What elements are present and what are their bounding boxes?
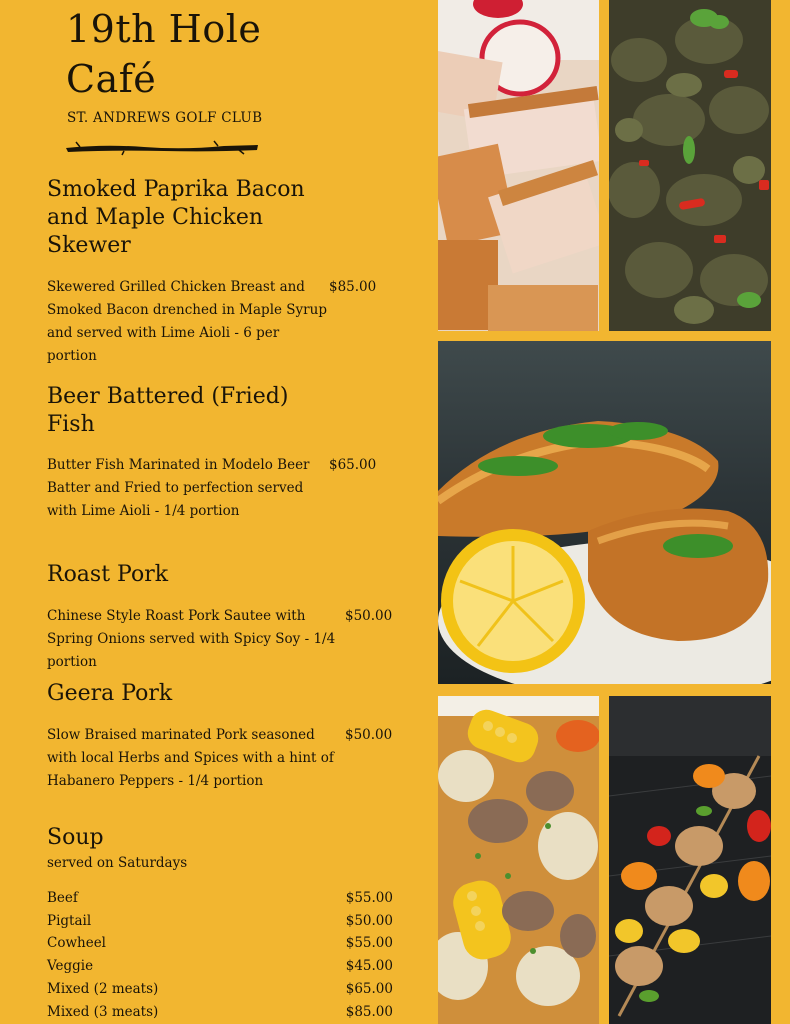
roast-pork-photo [438, 0, 599, 331]
dish-price-bacon-chicken-skewer: $85.00 [329, 279, 377, 295]
soup-item-name: Veggie [47, 958, 94, 974]
soup-item [47, 932, 393, 955]
dish-title-geera-pork: Geera Pork [47, 681, 173, 706]
soup-photo [438, 696, 599, 1024]
chicken-skewer-photo [609, 696, 771, 1024]
fried-fish-photo [438, 341, 771, 684]
dish-description-bacon-chicken-skewer: Skewered Grilled Chicken Breast and Smoked Bacon drenched in Maple Syrup and served with Lime Aioli - 6 per portion [47, 279, 327, 364]
dish-title-beer-battered-fish: Beer Battered (Fried) Fish [47, 384, 289, 438]
soup-item [47, 978, 393, 1001]
geera-pork-photo [609, 0, 771, 331]
soup-item [47, 1001, 393, 1024]
dish-price-geera-pork: $50.00 [345, 727, 393, 743]
soup-item [47, 955, 393, 978]
soup-note: served on Saturdays [47, 855, 188, 871]
dish-description-geera-pork: Slow Braised marinated Pork seasoned with local Herbs and Spices with a hint of Habanero Peppers - 1/4 portion [47, 727, 334, 789]
soup-item-name: Mixed (3 meats) [47, 1004, 159, 1020]
soup-item-name: Pigtail [47, 913, 92, 929]
brush-stroke-divider [64, 138, 260, 156]
soup-item-price: $55.00 [345, 935, 393, 951]
soup-item-price: $45.00 [345, 958, 393, 974]
soup-item-name: Beef [47, 890, 78, 906]
dish-price-beer-battered-fish: $65.00 [329, 457, 377, 473]
soup-item [47, 910, 393, 933]
soup-item-name: Cowheel [47, 935, 107, 951]
dish-title-bacon-chicken-skewer: Smoked Paprika Bacon and Maple Chicken Skewer [47, 177, 305, 259]
soup-item [47, 887, 393, 910]
cafe-title: 19th Hole Café [66, 7, 262, 102]
dish-description-beer-battered-fish: Butter Fish Marinated in Modelo Beer Batter and Fried to perfection served with Lime Aioli - 1/4 portion [47, 457, 310, 519]
dish-title-roast-pork: Roast Pork [47, 562, 169, 587]
soup-item-price: $55.00 [345, 890, 393, 906]
soup-item-price: $50.00 [345, 913, 393, 929]
soup-item-name: Mixed (2 meats) [47, 981, 159, 997]
soup-item-price: $85.00 [345, 1004, 393, 1020]
soup-title: Soup [47, 825, 104, 850]
dish-description-roast-pork: Chinese Style Roast Pork Sautee with Spring Onions served with Spicy Soy - 1/4 portion [47, 608, 336, 670]
club-name: ST. ANDREWS GOLF CLUB [67, 110, 263, 126]
dish-price-roast-pork: $50.00 [345, 608, 393, 624]
soup-item-price: $65.00 [345, 981, 393, 997]
